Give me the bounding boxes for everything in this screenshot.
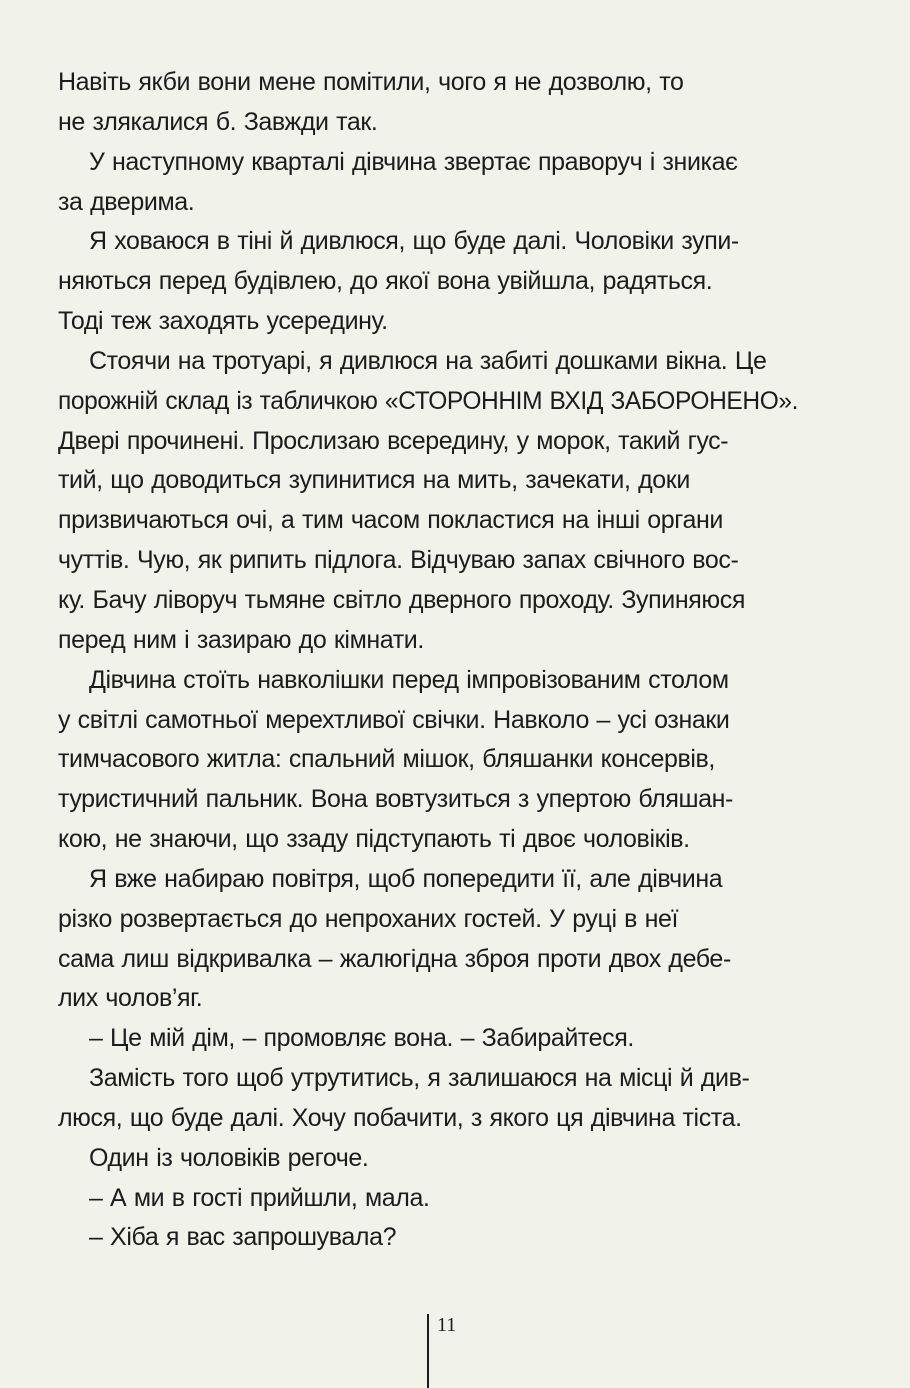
- text-line: Один із чоловіків регоче.: [89, 1143, 369, 1172]
- text-line: – Хіба я вас запрошувала?: [89, 1223, 397, 1252]
- text-line: Двері прочинені. Прослизаю всередину, у морок, такий гус-: [58, 426, 729, 455]
- text-line: Я вже набираю повітря, щоб попередити її, але дівчина: [89, 864, 723, 893]
- text-line: порожній склад із табличкою «СТОРОННІМ ВХІД ЗАБОРОНЕНО».: [58, 386, 799, 415]
- text-line: – Це мій дім, – промовляє вона. – Забирайтеся.: [89, 1024, 634, 1053]
- text-line: ку. Бачу ліворуч тьмяне світло дверного проходу. Зупиняюся: [58, 585, 745, 614]
- text-line: Тоді теж заходять усередину.: [58, 307, 388, 336]
- text-line: призвичаються очі, а тим часом покластися на інші органи: [58, 506, 723, 535]
- page-number-rule: [427, 1314, 429, 1388]
- text-line: Стоячи на тротуарі, я дивлюся на забиті дошками вікна. Це: [89, 346, 767, 375]
- text-line: туристичний пальник. Вона вовтузиться з упертою бляшан-: [58, 785, 733, 814]
- text-line: тий, що доводиться зупинитися на мить, зачекати, доки: [58, 466, 690, 495]
- text-line: перед ним і зазираю до кімнати.: [58, 625, 424, 654]
- text-line: сама лиш відкривалка – жалюгідна зброя проти двох дебе-: [58, 944, 731, 973]
- text-line: няються перед будівлею, до якої вона увійшла, радяться.: [58, 267, 713, 296]
- text-line: Навіть якби вони мене помітили, чого я не дозволю, то: [58, 68, 684, 96]
- text-line: – А ми в гості прийшли, мала.: [89, 1183, 430, 1212]
- text-line: Замість того щоб утрутитись, я залишаюся на місці й див-: [89, 1064, 750, 1093]
- text-line: чуттів. Чую, як рипить підлога. Відчуваю запах свічного вос-: [58, 546, 739, 575]
- body-text: [58, 63, 798, 1258]
- text-line: різко розвертається до непроханих гостей. У руці в неї: [58, 904, 679, 933]
- text-line: кою, не знаючи, що ззаду підступають ті двоє чоловіків.: [58, 825, 690, 854]
- text-line: Дівчина стоїть навколішки перед імпровізованим столом: [89, 665, 729, 694]
- text-line: у світлі самотньої мерехтливої свічки. Навколо – усі ознаки: [58, 705, 730, 734]
- text-line: люся, що буде далі. Хочу побачити, з якого ця дівчина тіста.: [58, 1103, 742, 1132]
- text-line: Я ховаюся в тіні й дивлюся, що буде далі. Чоловіки зупи-: [89, 227, 739, 256]
- text-line: за дверима.: [58, 187, 195, 216]
- text-line: тимчасового житла: спальний мішок, бляшанки консервів,: [58, 745, 715, 774]
- text-line: лих чолов’яг.: [58, 984, 203, 1013]
- page-number: 11: [437, 1314, 457, 1336]
- text-line: не злякалися б. Завжди так.: [58, 107, 378, 136]
- text-line: У наступному кварталі дівчина звертає праворуч і зникає: [89, 147, 738, 176]
